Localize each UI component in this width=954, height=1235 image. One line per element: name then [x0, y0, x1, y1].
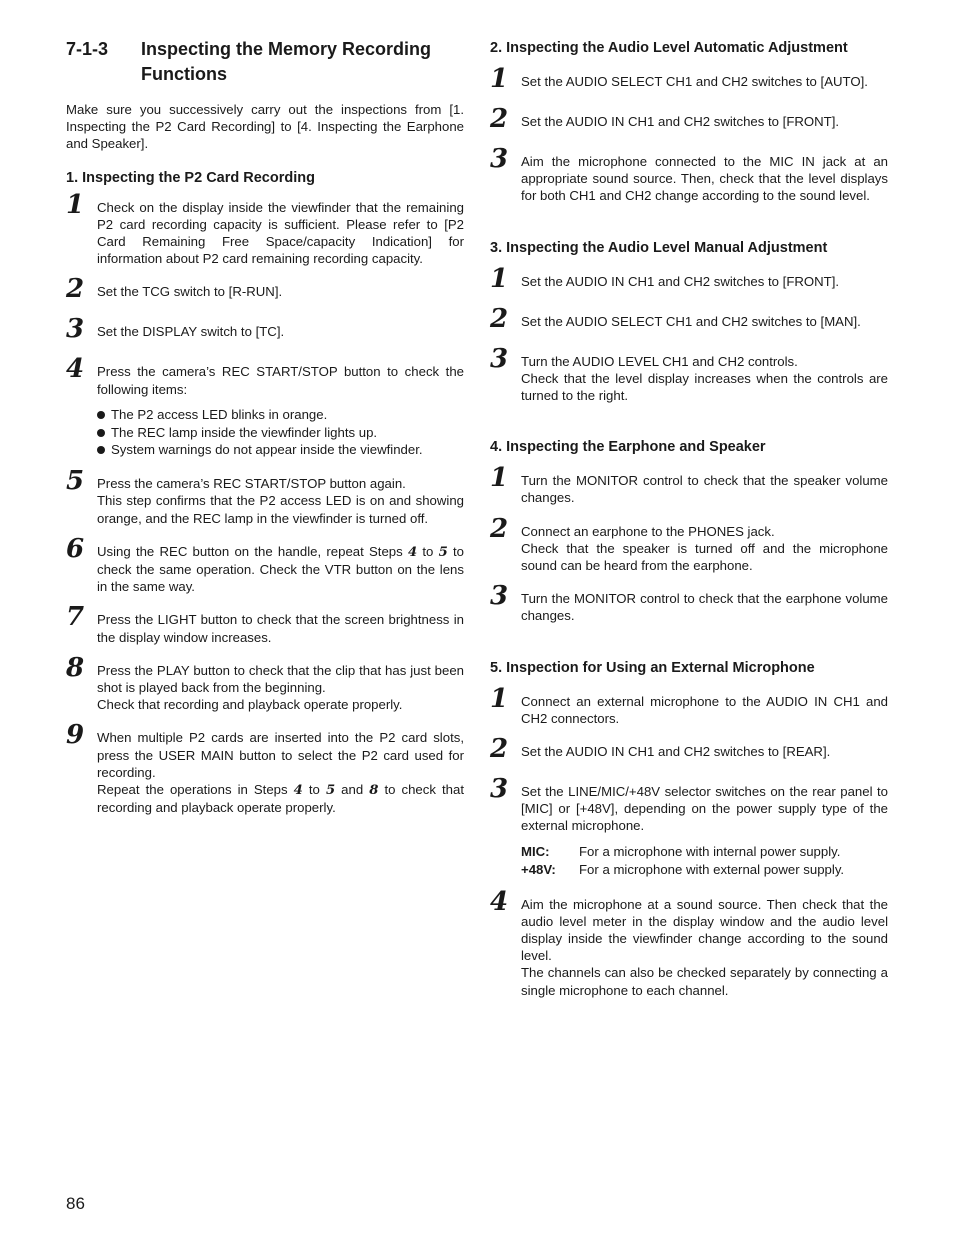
step-text-part: to	[302, 782, 326, 798]
step-text	[521, 523, 888, 575]
step-number: 2	[66, 274, 85, 305]
step-number: 4	[66, 354, 85, 385]
step-number: 3	[490, 144, 509, 174]
chapter-heading	[66, 37, 464, 87]
definition-term: +48V:	[521, 862, 556, 878]
step-item	[490, 774, 888, 880]
step-text	[97, 475, 464, 527]
step-ref: 5	[325, 783, 336, 799]
step-number: 2	[490, 303, 509, 334]
chapter-title: Inspecting the Memory Recording Functions	[141, 39, 432, 84]
step-item	[66, 314, 464, 347]
bullet-item: The P2 access LED blinks in orange.	[97, 406, 464, 424]
step-text-part: to check the same operation. Check the VTR button on the lens in the same way.	[97, 543, 465, 595]
step-ref: 4	[293, 783, 303, 799]
step-number: 1	[490, 64, 509, 94]
step-item	[490, 734, 888, 767]
step-text: Turn the MONITOR control to check that the earphone volume changes.	[521, 591, 888, 624]
step-number: 3	[490, 343, 509, 374]
step-line: Check that the speaker is turned off and the microphone sound can be heard from the earphone.	[521, 540, 888, 574]
step-text	[521, 353, 888, 405]
step-number: 2	[490, 734, 509, 765]
bullet-list	[97, 406, 464, 459]
step-text: Set the AUDIO IN CH1 and CH2 switches to [FRONT].	[521, 114, 840, 129]
definition-row	[521, 861, 888, 880]
step-item	[66, 602, 464, 645]
section-heading: 4. Inspecting the Earphone and Speaker	[490, 439, 766, 456]
step-item	[490, 683, 888, 727]
step-ref: 4	[407, 544, 418, 560]
step-item	[490, 886, 888, 999]
bullet-item: System warnings do not appear inside the viewfinder.	[97, 441, 464, 459]
step-text: Turn the MONITOR control to check that the speaker volume changes.	[521, 473, 888, 506]
step-number: 5	[66, 466, 85, 497]
definition-desc: For a microphone with internal power supply.	[579, 843, 841, 859]
step-item	[490, 263, 888, 297]
step-line: The channels can also be checked separately by connecting a single microphone to each channel.	[521, 965, 888, 998]
step-number: 1	[490, 263, 509, 294]
chapter-number: 7-1-3	[66, 39, 109, 59]
definition-list	[521, 843, 888, 880]
step-number: 1	[490, 683, 509, 714]
bullet-item: The REC lamp inside the viewfinder lights up.	[97, 424, 464, 442]
step-number: 1	[66, 189, 85, 220]
step-text-part: to check that recording and playback operate properly.	[97, 782, 464, 816]
step-text	[97, 543, 464, 596]
step-item	[490, 463, 888, 506]
step-text: Set the AUDIO IN CH1 and CH2 switches to [FRONT].	[521, 273, 840, 289]
step-number: 8	[66, 652, 85, 683]
step-text-part: to	[417, 543, 439, 559]
step-line: Check that the level display increases when the controls are turned to the right.	[521, 370, 888, 404]
section-heading: 5. Inspection for Using an External Microphone	[490, 659, 815, 676]
step-item	[490, 581, 888, 624]
step-text	[97, 662, 464, 714]
step-text: Press the camera’s REC START/STOP button to check the following items:	[97, 364, 464, 397]
definition-term: MIC:	[521, 843, 550, 859]
step-list	[490, 683, 888, 999]
step-line: This step confirms that the P2 access LED is on and showing orange, and the REC lamp in the viewfinder is turned off.	[97, 493, 464, 526]
step-item	[66, 652, 464, 714]
step-line	[97, 781, 464, 816]
step-list	[490, 463, 888, 624]
step-text: Set the AUDIO SELECT CH1 and CH2 switches to [MAN].	[521, 313, 861, 329]
intro-paragraph: Make sure you successively carry out the inspections from [1. Inspecting the P2 Card Recording] to [4. Inspecting the Earphone and Speaker].	[66, 102, 464, 152]
step-text: Set the DISPLAY switch to [TC].	[97, 324, 285, 340]
step-item	[66, 274, 464, 307]
step-text: Aim the microphone connected to the MIC IN jack at an appropriate sound source. Then, check that the level displays for both CH1 and CH2 change according to the sound level.	[521, 154, 888, 204]
step-item	[66, 533, 465, 596]
step-text-part: and	[335, 782, 370, 798]
step-number: 9	[66, 720, 85, 751]
page-number: 86	[66, 1194, 85, 1213]
step-line: When multiple P2 cards are inserted into the P2 card slots, press the USER MAIN button to select the P2 card used for recording.	[97, 730, 464, 780]
step-line: Turn the AUDIO LEVEL CH1 and CH2 controls.	[521, 353, 798, 369]
step-ref: 5	[438, 544, 448, 560]
step-item	[66, 189, 464, 268]
step-number: 6	[66, 533, 85, 564]
step-line: Press the PLAY button to check that the clip that has just been shot is played back from the beginning.	[97, 662, 464, 696]
step-line: Press the camera’s REC START/STOP button again.	[97, 476, 406, 492]
step-text: Set the LINE/MIC/+48V selector switches on the rear panel to [MIC] or [+48V], depending on the power supply type of the external microphone.	[521, 784, 888, 834]
step-line: Connect an earphone to the PHONES jack.	[521, 523, 775, 539]
step-text	[97, 729, 464, 816]
step-list	[490, 64, 888, 205]
step-item	[490, 303, 888, 337]
step-line: Check that recording and playback operate properly.	[97, 697, 403, 713]
section-heading: 3. Inspecting the Audio Level Manual Adjustment	[490, 239, 828, 256]
step-item	[490, 144, 888, 205]
step-number: 3	[490, 581, 509, 612]
step-number: 7	[66, 602, 85, 633]
definition-desc: For a microphone with external power supply.	[579, 862, 845, 878]
step-list	[66, 189, 465, 817]
step-text	[521, 896, 888, 999]
step-number: 4	[490, 886, 509, 917]
step-text: Check on the display inside the viewfinder that the remaining P2 card recording capacity is sufficient. Please refer to [P2 Card Remaining Free Space/capacity Indication] for information about P2 card remaining recording capacity.	[97, 199, 464, 267]
step-item	[66, 466, 464, 527]
step-number: 2	[490, 513, 509, 544]
definition-row	[521, 843, 888, 862]
step-number: 3	[490, 774, 509, 805]
step-line: Aim the microphone at a sound source. Then check that the audio level meter in the display window and the audio level display inside the viewfinder change according to the sound level.	[521, 896, 888, 964]
step-text: Connect an external microphone to the AUDIO IN CH1 and CH2 connectors.	[521, 693, 888, 726]
step-item	[66, 354, 464, 459]
step-item	[490, 343, 888, 405]
right-column	[490, 37, 888, 1013]
section-heading: 1. Inspecting the P2 Card Recording	[66, 169, 315, 186]
step-ref: 8	[369, 783, 379, 799]
step-number: 1	[490, 463, 509, 494]
left-column	[66, 37, 464, 830]
step-text-part: Repeat the operations in Steps	[97, 782, 294, 798]
step-item	[66, 720, 464, 816]
section-heading: 2. Inspecting the Audio Level Automatic Adjustment	[490, 40, 848, 56]
step-item	[490, 513, 888, 575]
step-text: Set the TCG switch to [R-RUN].	[97, 284, 283, 300]
step-list	[490, 263, 888, 405]
step-text: Set the AUDIO SELECT CH1 and CH2 switches to [AUTO].	[521, 74, 868, 89]
step-number: 3	[66, 314, 85, 345]
step-text-part: Using the REC button on the handle, repeat Steps	[97, 543, 408, 559]
step-text: Set the AUDIO IN CH1 and CH2 switches to [REAR].	[521, 744, 831, 760]
step-number: 2	[490, 104, 509, 134]
step-text: Press the LIGHT button to check that the screen brightness in the display window increases.	[97, 612, 464, 645]
step-item	[490, 104, 888, 137]
step-item	[490, 64, 888, 97]
